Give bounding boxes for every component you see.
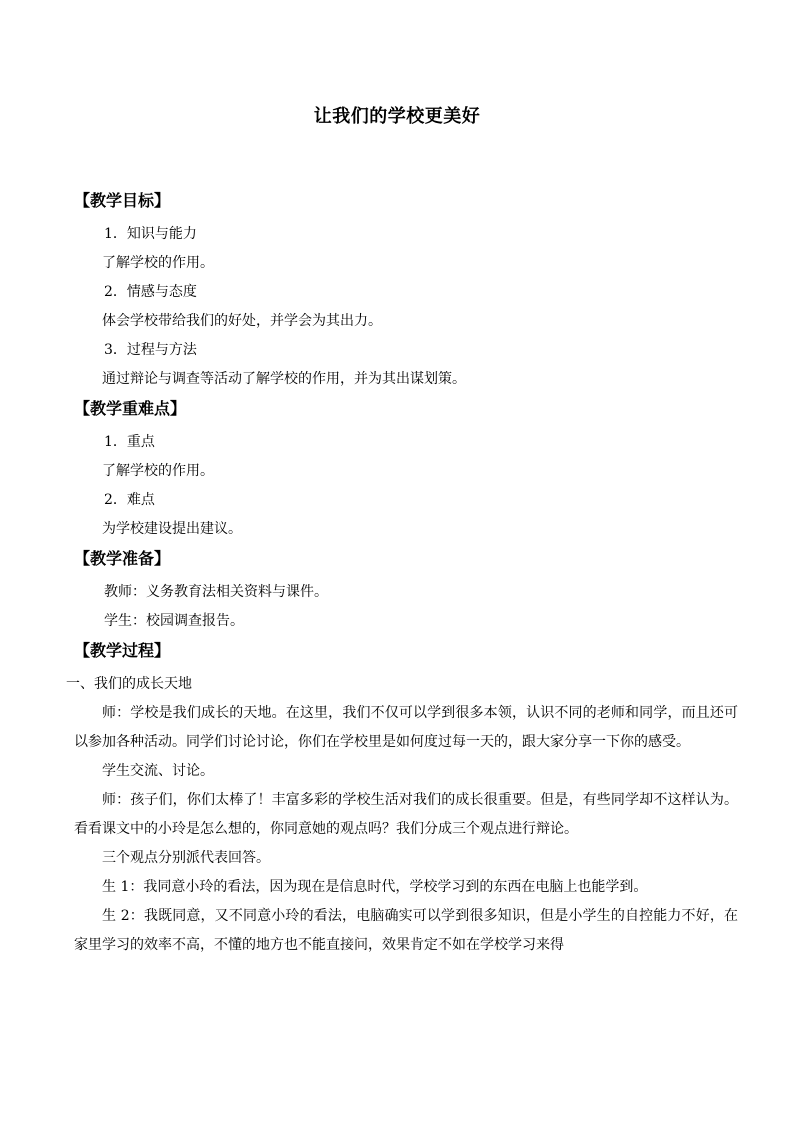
document-body	[66, 186, 738, 960]
section-heading-key-points: 【教学重难点】	[74, 399, 187, 418]
goal-item-label: 2．情感与态度	[104, 284, 197, 300]
goal-item-text: 通过辩论与调查等活动了解学校的作用，并为其出谋划策。	[102, 371, 466, 387]
process-paragraph: 师：学校是我们成长的天地。在这里，我们不仅可以学到很多本领，认识不同的老师和同学，而且还可以参加各种活动。同学们讨论讨论，你们在学校里是如何度过每一天的，跟大家分享一下你的感受。	[74, 705, 738, 750]
section-heading-goals: 【教学目标】	[74, 191, 171, 210]
preparation-teacher: 教师：义务教育法相关资料与课件。	[104, 584, 328, 600]
key-point-text: 为学校建设提出建议。	[102, 521, 242, 537]
process-subheading: 一、我们的成长天地	[66, 676, 192, 692]
process-paragraph: 师：孩子们，你们太棒了！丰富多彩的学校生活对我们的成长很重要。但是，有些同学却不这样认为。看看课文中的小玲是怎么想的，你同意她的观点吗？我们分成三个观点进行辩论。	[74, 792, 738, 837]
section-heading-process: 【教学过程】	[74, 641, 171, 660]
goal-item-text: 了解学校的作用。	[102, 255, 214, 271]
section-heading-preparation: 【教学准备】	[74, 549, 171, 568]
process-paragraph: 三个观点分别派代表回答。	[102, 850, 270, 866]
key-point-label: 2．难点	[104, 492, 155, 508]
process-paragraph: 生 1：我同意小玲的看法，因为现在是信息时代，学校学习到的东西在电脑上也能学到。	[102, 879, 648, 895]
key-point-text: 了解学校的作用。	[102, 463, 214, 479]
preparation-student: 学生：校园调查报告。	[104, 613, 244, 629]
key-point-label: 1．重点	[104, 434, 155, 450]
page-title: 让我们的学校更美好	[313, 106, 481, 127]
goal-item-text: 体会学校带给我们的好处，并学会为其出力。	[102, 313, 382, 329]
goal-item-label: 1．知识与能力	[104, 226, 197, 242]
goal-item-label: 3．过程与方法	[104, 342, 197, 358]
process-paragraph: 生 2：我既同意，又不同意小玲的看法，电脑确实可以学到很多知识，但是小学生的自控能力不好，在家里学习的效率不高，不懂的地方也不能直接问，效果肯定不如在学校学习来得	[74, 908, 738, 953]
process-paragraph: 学生交流、讨论。	[102, 763, 214, 779]
